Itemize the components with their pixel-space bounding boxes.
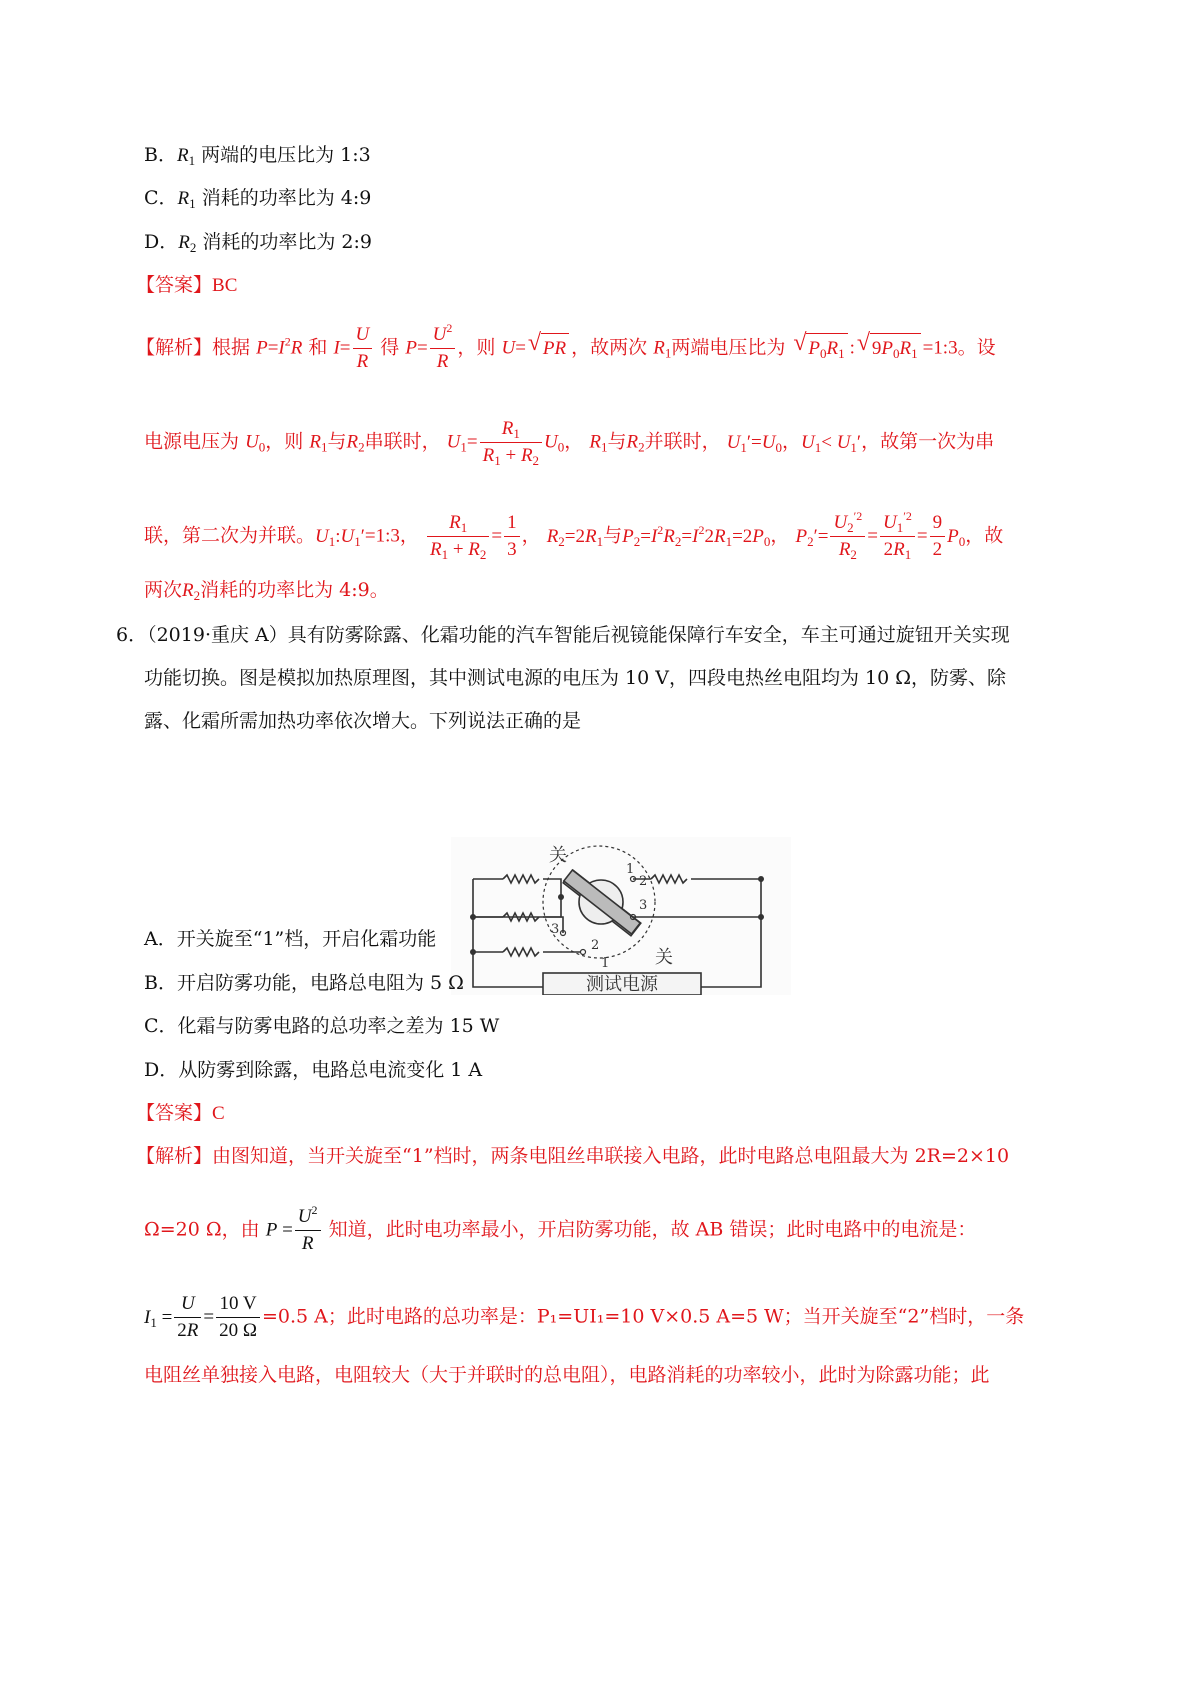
- q6-option-c: C．化霜与防雾电路的总功率之差为 15 W: [144, 1015, 500, 1037]
- analysis-q5-line4: 两次$R_2$消耗的功率比为 4:9。: [144, 579, 389, 603]
- answer-q5: 【答案】BC: [136, 274, 238, 296]
- label-off-top: 关: [549, 845, 567, 866]
- analysis-q6-line1: 【解析】由图知道，当开关旋至“1”档时，两条电阻丝串联接入电路，此时电路总电阻最大为 2R=2×10: [136, 1145, 1010, 1167]
- analysis-q6-line3: $I_1$ = $\frac{U}{2R}$ = $\frac{10 V}{20 \Omega}$ =0.5 A；此时电路的总功率是：P₁=UI₁=10 V×0.5 A=5 W；当开关旋至“2”档时，一条: [144, 1293, 1025, 1341]
- power-source-label: 测试电源: [586, 974, 658, 995]
- q6-option-b: B．开启防雾功能，电路总电阻为 5 Ω: [144, 972, 464, 994]
- formula-p-u2-r-2: $\frac{U^2}{R}$: [295, 1206, 321, 1255]
- analysis-q5-line1: 【解析】根据 $P=I^2R$ 和 I= $\frac{U}{R}$ 得 P= $\frac{U^2}{R}$ ，则 U= √ PR ，故两次 $R_1$两端电压比为 √ $P_0R_1$ : √ $9P_0R_1$ =1:3。设: [136, 321, 996, 372]
- label-off-bottom: 关: [655, 947, 673, 968]
- question-6-stem-line3: 露、化霜所需加热功率依次增大。下列说法正确的是: [144, 710, 582, 732]
- formula-u1-series: $\frac{R_1}{R_1 + R_2}$: [480, 418, 542, 467]
- formula-p-i2r: P: [256, 337, 268, 359]
- analysis-q6-line4: 电阻丝单独接入电路，电阻较大（大于并联时的总电阻），电路消耗的功率较小，此时为除露功能；此: [144, 1364, 990, 1386]
- switch-number-1-top: 1: [626, 862, 635, 877]
- switch-number-3-right: 3: [639, 898, 648, 913]
- switch-number-3-left: 3: [551, 922, 560, 937]
- analysis-q5-line2: 电源电压为 $U_0$，则 $R_1$与$R_2$串联时， $U_1=$ $\frac{R_1}{R_1 + R_2}$ $U_0$， $R_1$与$R_2$并联时， $U_1'=U_0$，$U_1< U_1'$，故第一次为串: [144, 418, 995, 468]
- analysis-q5-line3: 联，第二次为并联。$U_1:U_1'=1:3$， $\frac{R_1}{R_1 + R_2}$ = $\frac{1}{3}$ ， $R_2=2R_1$与$P_2=I^2R_2=I^22R_1=2P_0$， $P_2'=$ $\frac{U_2^{'2}}{R_2}$ = $\frac{U_1^{'2}}{2R_1}$ = $\frac{9}{2}$ $P_0$，故: [144, 509, 1004, 562]
- analysis-q6-line2: Ω=20 Ω，由 P = $\frac{U^2}{R}$ 知道，此时电功率最小，开启防雾功能，故 AB 错误；此时电路中的电流是：: [144, 1203, 977, 1254]
- switch-number-1-bottom: 1: [601, 956, 610, 971]
- question-6-stem-line2: 功能切换。图是模拟加热原理图，其中测试电源的电压为 10 V，四段电热丝电阻均为 10 Ω，防雾、除: [144, 667, 1006, 689]
- switch-number-2-top: 2: [639, 874, 648, 889]
- answer-q6: 【答案】C: [136, 1102, 225, 1124]
- option-c: C．$R_1$ 消耗的功率比为 4:9: [144, 187, 372, 211]
- formula-ratio: $\frac{R_1}{R_1 + R_2}$: [427, 512, 489, 561]
- q6-option-d: D．从防雾到除露，电路总电流变化 1 A: [144, 1059, 483, 1081]
- formula-i1: $\frac{U}{2R}$: [174, 1293, 201, 1342]
- formula-sqrt-pr: √ PR: [528, 333, 569, 362]
- circuit-diagram: [451, 837, 791, 995]
- question-6-stem-line1: 6．（2019·重庆 A）具有防雾除露、化霜功能的汽车智能后视镜能保障行车安全，车主可通过旋钮开关实现: [116, 624, 1010, 646]
- switch-number-2-bottom: 2: [591, 938, 600, 953]
- formula-i-u-r: I: [333, 337, 340, 359]
- formula-p-u2-r: $\frac{U^2}{R}$: [430, 324, 456, 373]
- q6-option-a: A．开关旋至“1”档，开启化霜功能: [144, 928, 437, 950]
- option-d: D．$R_2$ 消耗的功率比为 2:9: [144, 231, 373, 255]
- option-b: B．$R_1$ 两端的电压比为 1:3: [144, 144, 371, 168]
